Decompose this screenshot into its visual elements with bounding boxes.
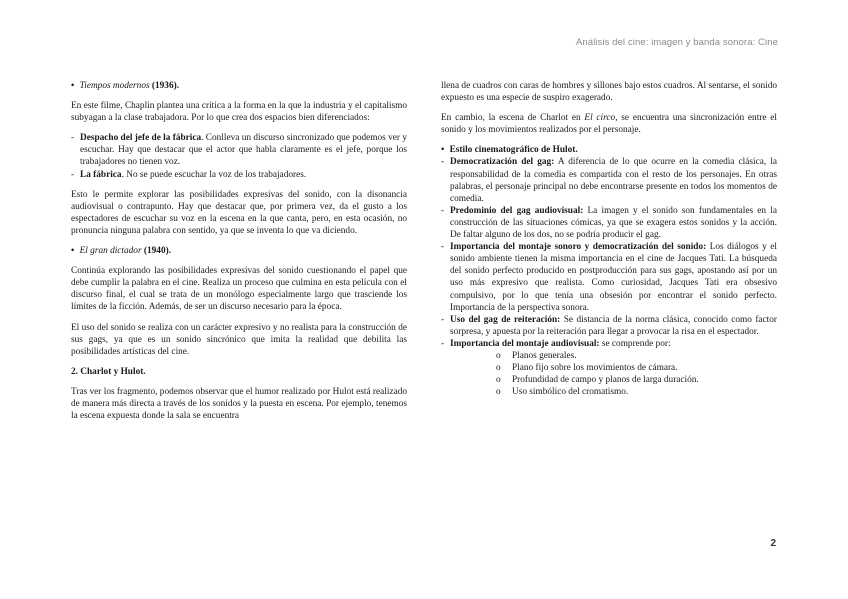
heading-gran-dictador [71,245,407,257]
film-year: (1940). [141,246,172,257]
list-item [71,132,407,168]
circle-bullet-icon: o [496,363,501,374]
sub-list-item [441,374,777,386]
sub-item-text: Uso simbólico del cromatismo. [512,387,629,398]
item-term: Importancia del montaje audiovisual: [450,338,600,349]
dash-marker: - [441,314,445,325]
sub-list-item [441,350,777,362]
right-column [441,80,777,398]
running-header: Análisis del cine: imagen y banda sonora: Cine [575,37,778,48]
item-text: se comprende por: [599,338,671,349]
list-item [441,156,777,204]
item-text: Los diálogos y el sonido ambiente tienen la misma importancia en el cine de Jacques Tati. La búsqueda del sonido perfecto producido en postproducción para sus gags, apostando así por un uso más expresivo que realista. Como curiosidad, Jacques Tati era obsesivo compulsivo, por lo que tenía una obsesión por encontrar el sonido perfecto. Importancia de la perspectiva sonora. [450,242,777,313]
item-text: Se distancia de la norma clásica, conocido como factor sorpresa, y apuesta por la reiteración para llegar a provocar la risa en el espectador. [450,314,777,337]
paragraph: Esto le permite explorar las posibilidades expresivas del sonido, con la disonancia audiovisual o contrapunto. Hay que destacar que, por primera vez, da el gusto a los espectadores de escuchar su voz en la escena en la que canta, pero, en esta ocasión, no pronuncia ninguna palabra con sentido, ya que se inventa lo que va diciendo. [71,189,407,236]
circle-bullet-icon: o [496,350,501,361]
dash-marker: - [441,242,445,253]
item-term: Predominio del gag audiovisual: [450,205,584,216]
dash-marker: - [71,133,75,144]
paragraph: El uso del sonido se realiza con un carácter expresivo y no realista para la construcción de sus gags, ya que es un sonido sincrónico que imita la realidad que debilita las posibilidades artísticas del cine. [71,322,407,357]
heading-estilo-hulot [441,144,777,156]
bullet-icon: • [71,246,75,257]
item-term: Democratización del gag: [450,157,555,168]
circle-bullet-icon: o [496,387,501,398]
sub-list-item [441,362,777,374]
dash-list [71,132,407,180]
dash-list [441,156,777,350]
sub-list [441,350,777,398]
paragraph: En este filme, Chaplin plantea una crítica a la forma en la que la industria y el capitalismo subyagan a la clase trabajadora. Por lo que crea dos espacios bien diferenciados: [71,101,407,124]
section-heading: 2. Charlot y Hulot. [71,366,146,377]
film-title: El gran dictador [79,246,142,257]
bullet-icon: • [71,81,75,91]
item-term: La fábrica [80,169,122,180]
left-column [71,80,407,430]
sub-item-text: Plano fijo sobre los movimientos de cámara. [512,363,678,374]
paragraph: En cambio, la escena de Charlot en El circo, se encuentra una sincronización entre el sonido y los movimientos realizados por el personaje. [441,113,778,136]
list-item [441,205,777,241]
film-year: (1936). [149,81,180,91]
item-term: Despacho del jefe de la fábrica [80,133,202,144]
paragraph: Continúa explorando las posibilidades expresivas del sonido cuestionando el papel que debe cumplir la palabra en el cine. Realiza un proceso que culmina en esta película con el discurso final, el cual se trata de un monólogo especialmente largo que trasciende los límites de la ficción. Además, de ser un discurso necesario para la época. [71,266,407,313]
paragraph: llena de cuadros con caras de hombres y sillones bajo estos cuadros. Al sentarse, el sonido expuesto es una especie de suspiro exagerado. [441,81,777,104]
item-text: A diferencia de lo que ocurre en la comedia clásica, la responsabilidad de la comedia es compartida con el resto de los personajes. En otras palabras, el personaje principal no debe encontrarse presente en todos los momentos de comedia. [450,157,777,204]
list-item [71,169,407,181]
film-title: El circo [584,113,616,124]
heading-text: Estilo cinematográfico de Hulot. [449,145,578,156]
item-term: Importancia del montaje sonoro y democratización del sonido: [450,242,707,253]
item-text: . Conlleva un discurso sincronizado que podemos ver y escuchar. Hay que destacar que el actor que habla claramente es el jefe, porque los trabajadores no tienen voz. [80,133,407,168]
list-item [441,241,777,314]
dash-marker: - [441,338,445,349]
sub-list-item [441,386,777,398]
paragraph: Tras ver los fragmento, podemos observar que el humor realizado por Hulot está realizado de manera más directa a través de los sonidos y la puesta en escena. Por ejemplo, tenemos la escena expuesta donde la sala se encuentra [71,386,407,422]
sub-item-text: Planos generales. [512,350,577,361]
item-text: . No se puede escuchar la voz de los trabajadores. [121,169,307,180]
bullet-icon: • [441,145,445,156]
item-term: Uso del gag de reiteración: [450,314,561,325]
film-title: Tiempos modernos [79,81,150,91]
circle-bullet-icon: o [496,375,501,386]
dash-marker: - [71,169,75,180]
list-item [441,338,777,350]
dash-marker: - [441,205,445,216]
item-text: La imagen y el sonido son fundamentales en la construcción de las situaciones cómicas, ya que se exagera estos sonidos y la acción. De faltar alguno de los dos, no se podría producir el gag. [450,205,777,241]
page-number: 2 [770,538,776,549]
list-item [441,314,777,338]
sub-item-text: Profundidad de campo y planos de larga duración. [512,375,699,386]
dash-marker: - [441,157,445,168]
heading-tiempos-modernos [71,80,407,92]
